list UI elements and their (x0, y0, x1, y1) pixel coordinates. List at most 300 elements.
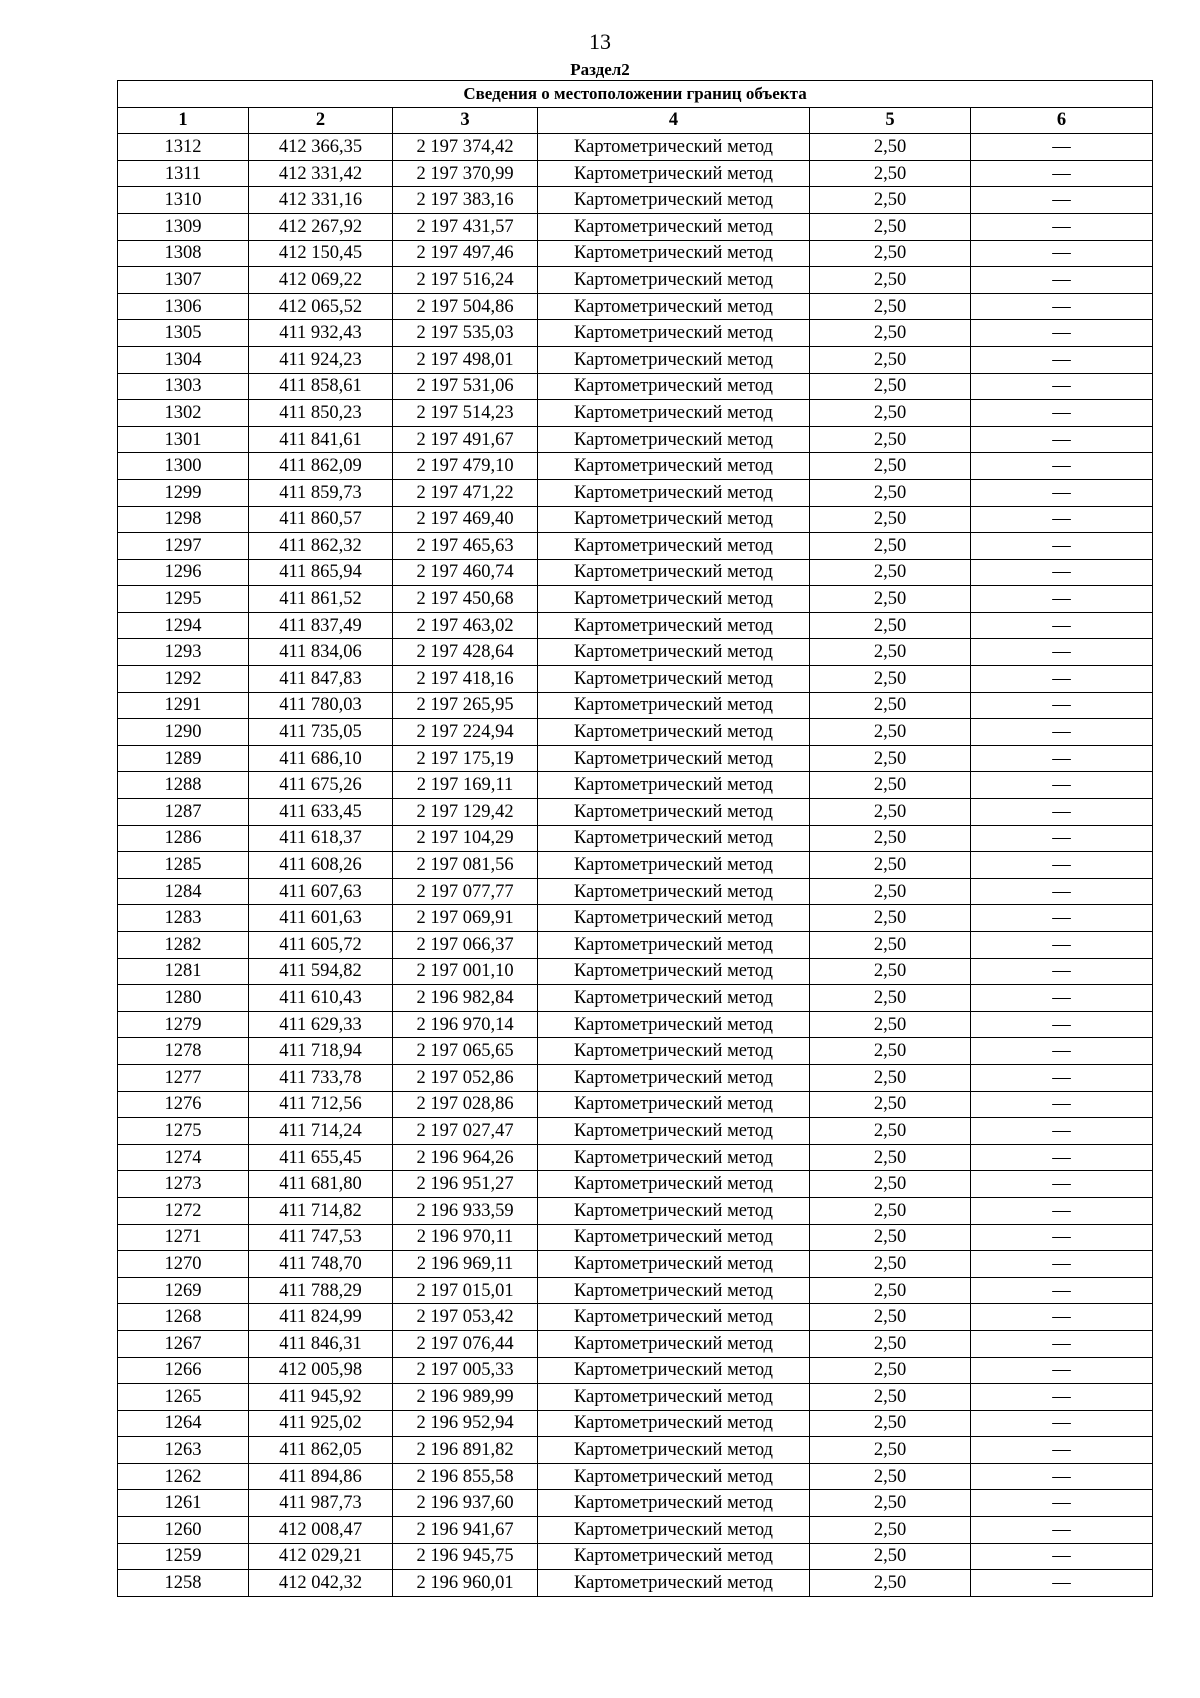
table-row (118, 586, 1153, 613)
x-coordinate-cell: 411 834,06 (249, 639, 393, 666)
point-number-cell: 1304 (118, 346, 249, 373)
method-cell: Картометрический метод (538, 1197, 810, 1224)
table-row (118, 1197, 1153, 1224)
description-cell: — (971, 1197, 1153, 1224)
y-coordinate-cell: 2 196 855,58 (393, 1463, 538, 1490)
description-cell: — (971, 1038, 1153, 1065)
table-row (118, 985, 1153, 1012)
description-cell: — (971, 1463, 1153, 1490)
table-row (118, 745, 1153, 772)
table-row (118, 692, 1153, 719)
method-cell: Картометрический метод (538, 479, 810, 506)
table-row (118, 1011, 1153, 1038)
x-coordinate-cell: 411 629,33 (249, 1011, 393, 1038)
table-row (118, 1251, 1153, 1278)
x-coordinate-cell: 411 618,37 (249, 825, 393, 852)
accuracy-cell: 2,50 (810, 1171, 971, 1198)
table-row (118, 852, 1153, 879)
method-cell: Картометрический метод (538, 400, 810, 427)
table-row (118, 134, 1153, 161)
description-cell: — (971, 400, 1153, 427)
accuracy-cell: 2,50 (810, 985, 971, 1012)
y-coordinate-cell: 2 196 960,01 (393, 1570, 538, 1597)
table-row (118, 1064, 1153, 1091)
accuracy-cell: 2,50 (810, 1118, 971, 1145)
table-row (118, 533, 1153, 560)
description-cell: — (971, 1251, 1153, 1278)
table-row (118, 187, 1153, 214)
accuracy-cell: 2,50 (810, 666, 971, 693)
accuracy-cell: 2,50 (810, 1570, 971, 1597)
x-coordinate-cell: 411 865,94 (249, 559, 393, 586)
point-number-cell: 1279 (118, 1011, 249, 1038)
point-number-cell: 1308 (118, 240, 249, 267)
description-cell: — (971, 825, 1153, 852)
description-cell: — (971, 187, 1153, 214)
accuracy-cell: 2,50 (810, 639, 971, 666)
y-coordinate-cell: 2 197 514,23 (393, 400, 538, 427)
description-cell: — (971, 506, 1153, 533)
description-cell: — (971, 1011, 1153, 1038)
method-cell: Картометрический метод (538, 1463, 810, 1490)
table-row (118, 213, 1153, 240)
accuracy-cell: 2,50 (810, 1330, 971, 1357)
accuracy-cell: 2,50 (810, 1437, 971, 1464)
y-coordinate-cell: 2 197 370,99 (393, 160, 538, 187)
table-row (118, 1224, 1153, 1251)
point-number-cell: 1293 (118, 639, 249, 666)
point-number-cell: 1268 (118, 1304, 249, 1331)
y-coordinate-cell: 2 197 465,63 (393, 533, 538, 560)
accuracy-cell: 2,50 (810, 400, 971, 427)
y-coordinate-cell: 2 197 469,40 (393, 506, 538, 533)
column-header: 5 (810, 107, 971, 134)
y-coordinate-cell: 2 197 129,42 (393, 799, 538, 826)
description-cell: — (971, 426, 1153, 453)
description-cell: — (971, 160, 1153, 187)
method-cell: Картометрический метод (538, 772, 810, 799)
y-coordinate-cell: 2 197 052,86 (393, 1064, 538, 1091)
y-coordinate-cell: 2 196 937,60 (393, 1490, 538, 1517)
description-cell: — (971, 1437, 1153, 1464)
method-cell: Картометрический метод (538, 373, 810, 400)
method-cell: Картометрический метод (538, 985, 810, 1012)
page-number: 13 (589, 29, 611, 54)
y-coordinate-cell: 2 197 005,33 (393, 1357, 538, 1384)
y-coordinate-cell: 2 197 516,24 (393, 267, 538, 294)
x-coordinate-cell: 411 733,78 (249, 1064, 393, 1091)
method-cell: Картометрический метод (538, 1171, 810, 1198)
y-coordinate-cell: 2 197 498,01 (393, 346, 538, 373)
description-cell: — (971, 320, 1153, 347)
y-coordinate-cell: 2 196 945,75 (393, 1543, 538, 1570)
point-number-cell: 1297 (118, 533, 249, 560)
method-cell: Картометрический метод (538, 1410, 810, 1437)
x-coordinate-cell: 412 008,47 (249, 1517, 393, 1544)
x-coordinate-cell: 411 824,99 (249, 1304, 393, 1331)
description-cell: — (971, 745, 1153, 772)
table-row (118, 1570, 1153, 1597)
table-row (118, 719, 1153, 746)
description-cell: — (971, 213, 1153, 240)
x-coordinate-cell: 412 331,16 (249, 187, 393, 214)
description-cell: — (971, 719, 1153, 746)
y-coordinate-cell: 2 197 001,10 (393, 958, 538, 985)
description-cell: — (971, 453, 1153, 480)
method-cell: Картометрический метод (538, 745, 810, 772)
description-cell: — (971, 1091, 1153, 1118)
table-row (118, 320, 1153, 347)
x-coordinate-cell: 411 686,10 (249, 745, 393, 772)
x-coordinate-cell: 412 005,98 (249, 1357, 393, 1384)
point-number-cell: 1307 (118, 267, 249, 294)
method-cell: Картометрический метод (538, 533, 810, 560)
description-cell: — (971, 240, 1153, 267)
description-cell: — (971, 1277, 1153, 1304)
x-coordinate-cell: 411 894,86 (249, 1463, 393, 1490)
x-coordinate-cell: 411 655,45 (249, 1144, 393, 1171)
y-coordinate-cell: 2 197 028,86 (393, 1091, 538, 1118)
method-cell: Картометрический метод (538, 639, 810, 666)
x-coordinate-cell: 412 331,42 (249, 160, 393, 187)
method-cell: Картометрический метод (538, 1038, 810, 1065)
x-coordinate-cell: 411 862,09 (249, 453, 393, 480)
method-cell: Картометрический метод (538, 878, 810, 905)
description-cell: — (971, 905, 1153, 932)
y-coordinate-cell: 2 197 077,77 (393, 878, 538, 905)
column-header: 6 (971, 107, 1153, 134)
accuracy-cell: 2,50 (810, 1224, 971, 1251)
y-coordinate-cell: 2 197 169,11 (393, 772, 538, 799)
point-number-cell: 1306 (118, 293, 249, 320)
description-cell: — (971, 1171, 1153, 1198)
y-coordinate-cell: 2 197 175,19 (393, 745, 538, 772)
column-header: 1 (118, 107, 249, 134)
x-coordinate-cell: 411 714,82 (249, 1197, 393, 1224)
point-number-cell: 1282 (118, 932, 249, 959)
table-row (118, 639, 1153, 666)
point-number-cell: 1267 (118, 1330, 249, 1357)
point-number-cell: 1287 (118, 799, 249, 826)
method-cell: Картометрический метод (538, 453, 810, 480)
x-coordinate-cell: 411 987,73 (249, 1490, 393, 1517)
table-row (118, 1437, 1153, 1464)
description-cell: — (971, 1064, 1153, 1091)
x-coordinate-cell: 412 366,35 (249, 134, 393, 161)
accuracy-cell: 2,50 (810, 612, 971, 639)
method-cell: Картометрический метод (538, 692, 810, 719)
table-row (118, 1118, 1153, 1145)
y-coordinate-cell: 2 197 265,95 (393, 692, 538, 719)
point-number-cell: 1264 (118, 1410, 249, 1437)
table-row (118, 240, 1153, 267)
x-coordinate-cell: 411 861,52 (249, 586, 393, 613)
accuracy-cell: 2,50 (810, 1091, 971, 1118)
method-cell: Картометрический метод (538, 958, 810, 985)
boundary-coordinates-table (117, 80, 1153, 1597)
method-cell: Картометрический метод (538, 586, 810, 613)
method-cell: Картометрический метод (538, 799, 810, 826)
method-cell: Картометрический метод (538, 932, 810, 959)
accuracy-cell: 2,50 (810, 1410, 971, 1437)
point-number-cell: 1259 (118, 1543, 249, 1570)
table-row (118, 1357, 1153, 1384)
description-cell: — (971, 346, 1153, 373)
method-cell: Картометрический метод (538, 1064, 810, 1091)
table-row (118, 1463, 1153, 1490)
method-cell: Картометрический метод (538, 559, 810, 586)
point-number-cell: 1258 (118, 1570, 249, 1597)
y-coordinate-cell: 2 196 891,82 (393, 1437, 538, 1464)
x-coordinate-cell: 411 608,26 (249, 852, 393, 879)
point-number-cell: 1305 (118, 320, 249, 347)
method-cell: Картометрический метод (538, 1490, 810, 1517)
accuracy-cell: 2,50 (810, 958, 971, 985)
accuracy-cell: 2,50 (810, 772, 971, 799)
description-cell: — (971, 612, 1153, 639)
accuracy-cell: 2,50 (810, 932, 971, 959)
description-cell: — (971, 1384, 1153, 1411)
description-cell: — (971, 1144, 1153, 1171)
method-cell: Картометрический метод (538, 1144, 810, 1171)
point-number-cell: 1275 (118, 1118, 249, 1145)
description-cell: — (971, 1410, 1153, 1437)
method-cell: Картометрический метод (538, 1224, 810, 1251)
point-number-cell: 1277 (118, 1064, 249, 1091)
method-cell: Картометрический метод (538, 134, 810, 161)
x-coordinate-cell: 411 594,82 (249, 958, 393, 985)
x-coordinate-cell: 412 267,92 (249, 213, 393, 240)
y-coordinate-cell: 2 196 964,26 (393, 1144, 538, 1171)
accuracy-cell: 2,50 (810, 905, 971, 932)
table-row (118, 1384, 1153, 1411)
x-coordinate-cell: 412 042,32 (249, 1570, 393, 1597)
table-row (118, 799, 1153, 826)
accuracy-cell: 2,50 (810, 1011, 971, 1038)
method-cell: Картометрический метод (538, 1091, 810, 1118)
description-cell: — (971, 134, 1153, 161)
method-cell: Картометрический метод (538, 426, 810, 453)
x-coordinate-cell: 411 850,23 (249, 400, 393, 427)
y-coordinate-cell: 2 196 969,11 (393, 1251, 538, 1278)
y-coordinate-cell: 2 196 951,27 (393, 1171, 538, 1198)
y-coordinate-cell: 2 197 450,68 (393, 586, 538, 613)
description-cell: — (971, 666, 1153, 693)
point-number-cell: 1299 (118, 479, 249, 506)
y-coordinate-cell: 2 197 504,86 (393, 293, 538, 320)
y-coordinate-cell: 2 197 535,03 (393, 320, 538, 347)
method-cell: Картометрический метод (538, 1357, 810, 1384)
description-cell: — (971, 1357, 1153, 1384)
point-number-cell: 1310 (118, 187, 249, 214)
table-row (118, 1277, 1153, 1304)
accuracy-cell: 2,50 (810, 426, 971, 453)
description-cell: — (971, 878, 1153, 905)
method-cell: Картометрический метод (538, 160, 810, 187)
point-number-cell: 1289 (118, 745, 249, 772)
table-row (118, 267, 1153, 294)
method-cell: Картометрический метод (538, 293, 810, 320)
method-cell: Картометрический метод (538, 1011, 810, 1038)
point-number-cell: 1288 (118, 772, 249, 799)
method-cell: Картометрический метод (538, 1437, 810, 1464)
description-cell: — (971, 293, 1153, 320)
accuracy-cell: 2,50 (810, 852, 971, 879)
x-coordinate-cell: 411 681,80 (249, 1171, 393, 1198)
table-row (118, 1410, 1153, 1437)
point-number-cell: 1302 (118, 400, 249, 427)
description-cell: — (971, 692, 1153, 719)
point-number-cell: 1273 (118, 1171, 249, 1198)
accuracy-cell: 2,50 (810, 1463, 971, 1490)
method-cell: Картометрический метод (538, 320, 810, 347)
y-coordinate-cell: 2 197 027,47 (393, 1118, 538, 1145)
accuracy-cell: 2,50 (810, 1384, 971, 1411)
table-row (118, 506, 1153, 533)
accuracy-cell: 2,50 (810, 1038, 971, 1065)
x-coordinate-cell: 412 069,22 (249, 267, 393, 294)
accuracy-cell: 2,50 (810, 506, 971, 533)
description-cell: — (971, 1517, 1153, 1544)
y-coordinate-cell: 2 196 933,59 (393, 1197, 538, 1224)
accuracy-cell: 2,50 (810, 1304, 971, 1331)
method-cell: Картометрический метод (538, 506, 810, 533)
accuracy-cell: 2,50 (810, 878, 971, 905)
accuracy-cell: 2,50 (810, 825, 971, 852)
table-row (118, 932, 1153, 959)
accuracy-cell: 2,50 (810, 267, 971, 294)
point-number-cell: 1294 (118, 612, 249, 639)
accuracy-cell: 2,50 (810, 453, 971, 480)
column-header: 2 (249, 107, 393, 134)
x-coordinate-cell: 411 714,24 (249, 1118, 393, 1145)
description-cell: — (971, 1570, 1153, 1597)
table-row (118, 559, 1153, 586)
table-row (118, 1038, 1153, 1065)
accuracy-cell: 2,50 (810, 373, 971, 400)
y-coordinate-cell: 2 196 989,99 (393, 1384, 538, 1411)
point-number-cell: 1300 (118, 453, 249, 480)
description-cell: — (971, 799, 1153, 826)
x-coordinate-cell: 411 945,92 (249, 1384, 393, 1411)
description-cell: — (971, 852, 1153, 879)
table-row (118, 293, 1153, 320)
y-coordinate-cell: 2 197 497,46 (393, 240, 538, 267)
table-row (118, 1543, 1153, 1570)
description-cell: — (971, 1330, 1153, 1357)
accuracy-cell: 2,50 (810, 719, 971, 746)
description-cell: — (971, 639, 1153, 666)
table-row (118, 772, 1153, 799)
point-number-cell: 1283 (118, 905, 249, 932)
description-cell: — (971, 772, 1153, 799)
description-cell: — (971, 958, 1153, 985)
x-coordinate-cell: 412 150,45 (249, 240, 393, 267)
description-cell: — (971, 1118, 1153, 1145)
x-coordinate-cell: 411 862,05 (249, 1437, 393, 1464)
table-row (118, 346, 1153, 373)
x-coordinate-cell: 411 925,02 (249, 1410, 393, 1437)
table-row (118, 666, 1153, 693)
y-coordinate-cell: 2 197 471,22 (393, 479, 538, 506)
y-coordinate-cell: 2 197 374,42 (393, 134, 538, 161)
accuracy-cell: 2,50 (810, 1144, 971, 1171)
description-cell: — (971, 1224, 1153, 1251)
point-number-cell: 1263 (118, 1437, 249, 1464)
method-cell: Картометрический метод (538, 213, 810, 240)
method-cell: Картометрический метод (538, 187, 810, 214)
point-number-cell: 1262 (118, 1463, 249, 1490)
y-coordinate-cell: 2 196 970,11 (393, 1224, 538, 1251)
point-number-cell: 1278 (118, 1038, 249, 1065)
y-coordinate-cell: 2 197 224,94 (393, 719, 538, 746)
x-coordinate-cell: 411 735,05 (249, 719, 393, 746)
method-cell: Картометрический метод (538, 1304, 810, 1331)
x-coordinate-cell: 411 788,29 (249, 1277, 393, 1304)
x-coordinate-cell: 411 859,73 (249, 479, 393, 506)
point-number-cell: 1290 (118, 719, 249, 746)
point-number-cell: 1266 (118, 1357, 249, 1384)
description-cell: — (971, 1490, 1153, 1517)
table-row (118, 825, 1153, 852)
y-coordinate-cell: 2 197 066,37 (393, 932, 538, 959)
description-cell: — (971, 1304, 1153, 1331)
accuracy-cell: 2,50 (810, 1064, 971, 1091)
method-cell: Картометрический метод (538, 240, 810, 267)
accuracy-cell: 2,50 (810, 692, 971, 719)
point-number-cell: 1261 (118, 1490, 249, 1517)
y-coordinate-cell: 2 197 463,02 (393, 612, 538, 639)
y-coordinate-cell: 2 197 383,16 (393, 187, 538, 214)
y-coordinate-cell: 2 197 069,91 (393, 905, 538, 932)
point-number-cell: 1271 (118, 1224, 249, 1251)
x-coordinate-cell: 411 718,94 (249, 1038, 393, 1065)
point-number-cell: 1301 (118, 426, 249, 453)
description-cell: — (971, 479, 1153, 506)
description-cell: — (971, 267, 1153, 294)
accuracy-cell: 2,50 (810, 320, 971, 347)
accuracy-cell: 2,50 (810, 213, 971, 240)
accuracy-cell: 2,50 (810, 134, 971, 161)
description-cell: — (971, 373, 1153, 400)
accuracy-cell: 2,50 (810, 586, 971, 613)
column-header: 4 (538, 107, 810, 134)
table-row (118, 373, 1153, 400)
method-cell: Картометрический метод (538, 1543, 810, 1570)
description-cell: — (971, 985, 1153, 1012)
x-coordinate-cell: 411 675,26 (249, 772, 393, 799)
y-coordinate-cell: 2 196 970,14 (393, 1011, 538, 1038)
table-row (118, 958, 1153, 985)
method-cell: Картометрический метод (538, 852, 810, 879)
x-coordinate-cell: 411 748,70 (249, 1251, 393, 1278)
y-coordinate-cell: 2 197 081,56 (393, 852, 538, 879)
table-row (118, 1304, 1153, 1331)
accuracy-cell: 2,50 (810, 160, 971, 187)
point-number-cell: 1260 (118, 1517, 249, 1544)
method-cell: Картометрический метод (538, 1251, 810, 1278)
accuracy-cell: 2,50 (810, 1357, 971, 1384)
x-coordinate-cell: 411 633,45 (249, 799, 393, 826)
y-coordinate-cell: 2 197 479,10 (393, 453, 538, 480)
description-cell: — (971, 533, 1153, 560)
point-number-cell: 1265 (118, 1384, 249, 1411)
method-cell: Картометрический метод (538, 1517, 810, 1544)
y-coordinate-cell: 2 196 952,94 (393, 1410, 538, 1437)
accuracy-cell: 2,50 (810, 1517, 971, 1544)
accuracy-cell: 2,50 (810, 479, 971, 506)
table-title: Сведения о местоположении границ объекта (118, 81, 1153, 108)
